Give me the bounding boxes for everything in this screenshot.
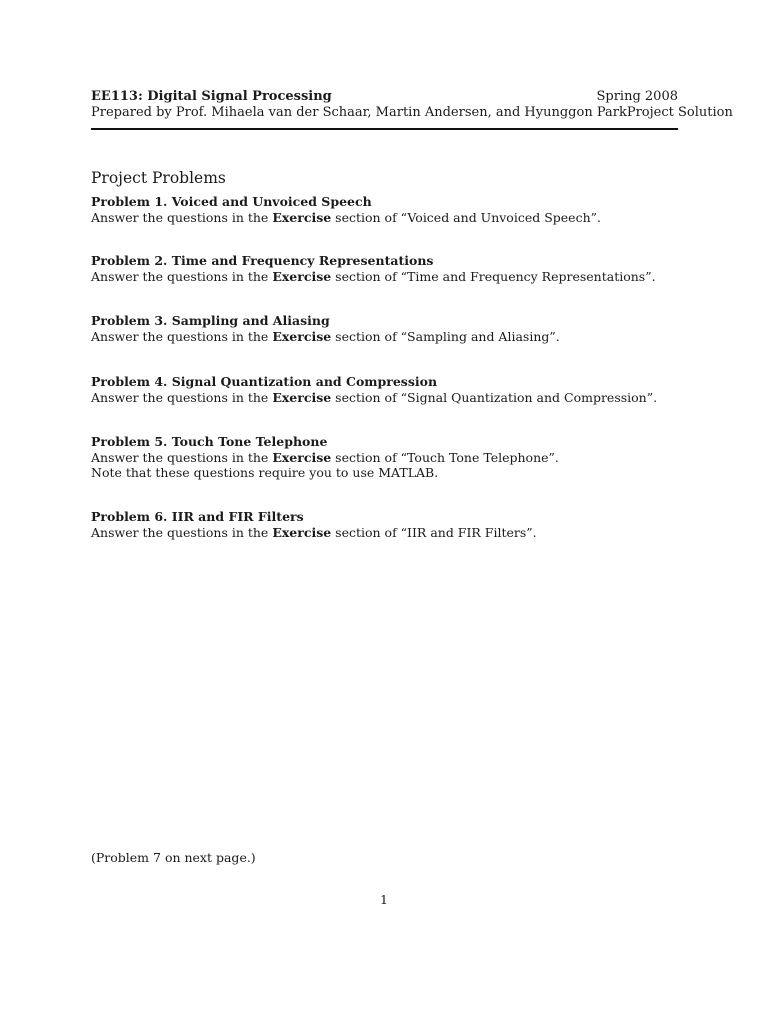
instruction-suffix: section of “Signal Quantization and Compression”. [331,389,658,405]
problem-title: Problem 5. Touch Tone Telephone [91,434,328,449]
problem-4 [91,374,691,405]
continuation-note: (Problem 7 on next page.) [91,850,256,865]
problem-title: Problem 3. Sampling and Aliasing [91,313,330,328]
problem-1 [91,194,691,225]
exercise-keyword: Exercise [272,449,332,465]
exercise-keyword: Exercise [272,524,332,540]
page-number: 1 [380,892,388,907]
course-title: EE113: Digital Signal Processing [91,89,332,104]
problem-instruction [91,390,691,406]
problem-title: Problem 6. IIR and FIR Filters [91,509,304,524]
instruction-prefix: Answer the questions in the [91,268,273,284]
instruction-suffix: section of “Voiced and Unvoiced Speech”. [331,209,601,225]
instruction-prefix: Answer the questions in the [91,449,273,465]
doc-type-label: Project Solution [626,105,733,120]
problem-5 [91,434,691,481]
document-header [91,89,733,121]
instruction-prefix: Answer the questions in the [91,328,273,344]
problem-note: Note that these questions require you to use MATLAB. [91,465,439,480]
problem-instruction [91,450,691,466]
header-row-top [91,89,678,105]
exercise-keyword: Exercise [272,389,332,405]
instruction-suffix: section of “Touch Tone Telephone”. [331,449,559,465]
instruction-prefix: Answer the questions in the [91,389,273,405]
problem-title: Problem 2. Time and Frequency Representations [91,253,434,268]
header-row-bottom [91,105,733,121]
problem-6 [91,509,691,540]
section-title: Project Problems [91,169,226,187]
instruction-suffix: section of “IIR and FIR Filters”. [331,524,537,540]
instruction-suffix: section of “Time and Frequency Representations”. [331,268,656,284]
problem-3 [91,313,691,344]
problem-title: Problem 1. Voiced and Unvoiced Speech [91,194,372,209]
problem-title: Problem 4. Signal Quantization and Compression [91,374,438,389]
exercise-keyword: Exercise [272,328,332,344]
problem-2 [91,253,691,284]
header-rule [91,128,678,130]
exercise-keyword: Exercise [272,209,332,225]
problem-instruction [91,329,691,345]
authors-line: Prepared by Prof. Mihaela van der Schaar, Martin Andersen, and Hyunggon Park [91,105,627,120]
instruction-suffix: section of “Sampling and Aliasing”. [331,328,560,344]
instruction-prefix: Answer the questions in the [91,209,273,225]
problem-instruction [91,269,691,285]
problem-instruction [91,525,691,541]
problem-instruction [91,210,691,226]
exercise-keyword: Exercise [272,268,332,284]
instruction-prefix: Answer the questions in the [91,524,273,540]
term-label: Spring 2008 [596,89,678,104]
